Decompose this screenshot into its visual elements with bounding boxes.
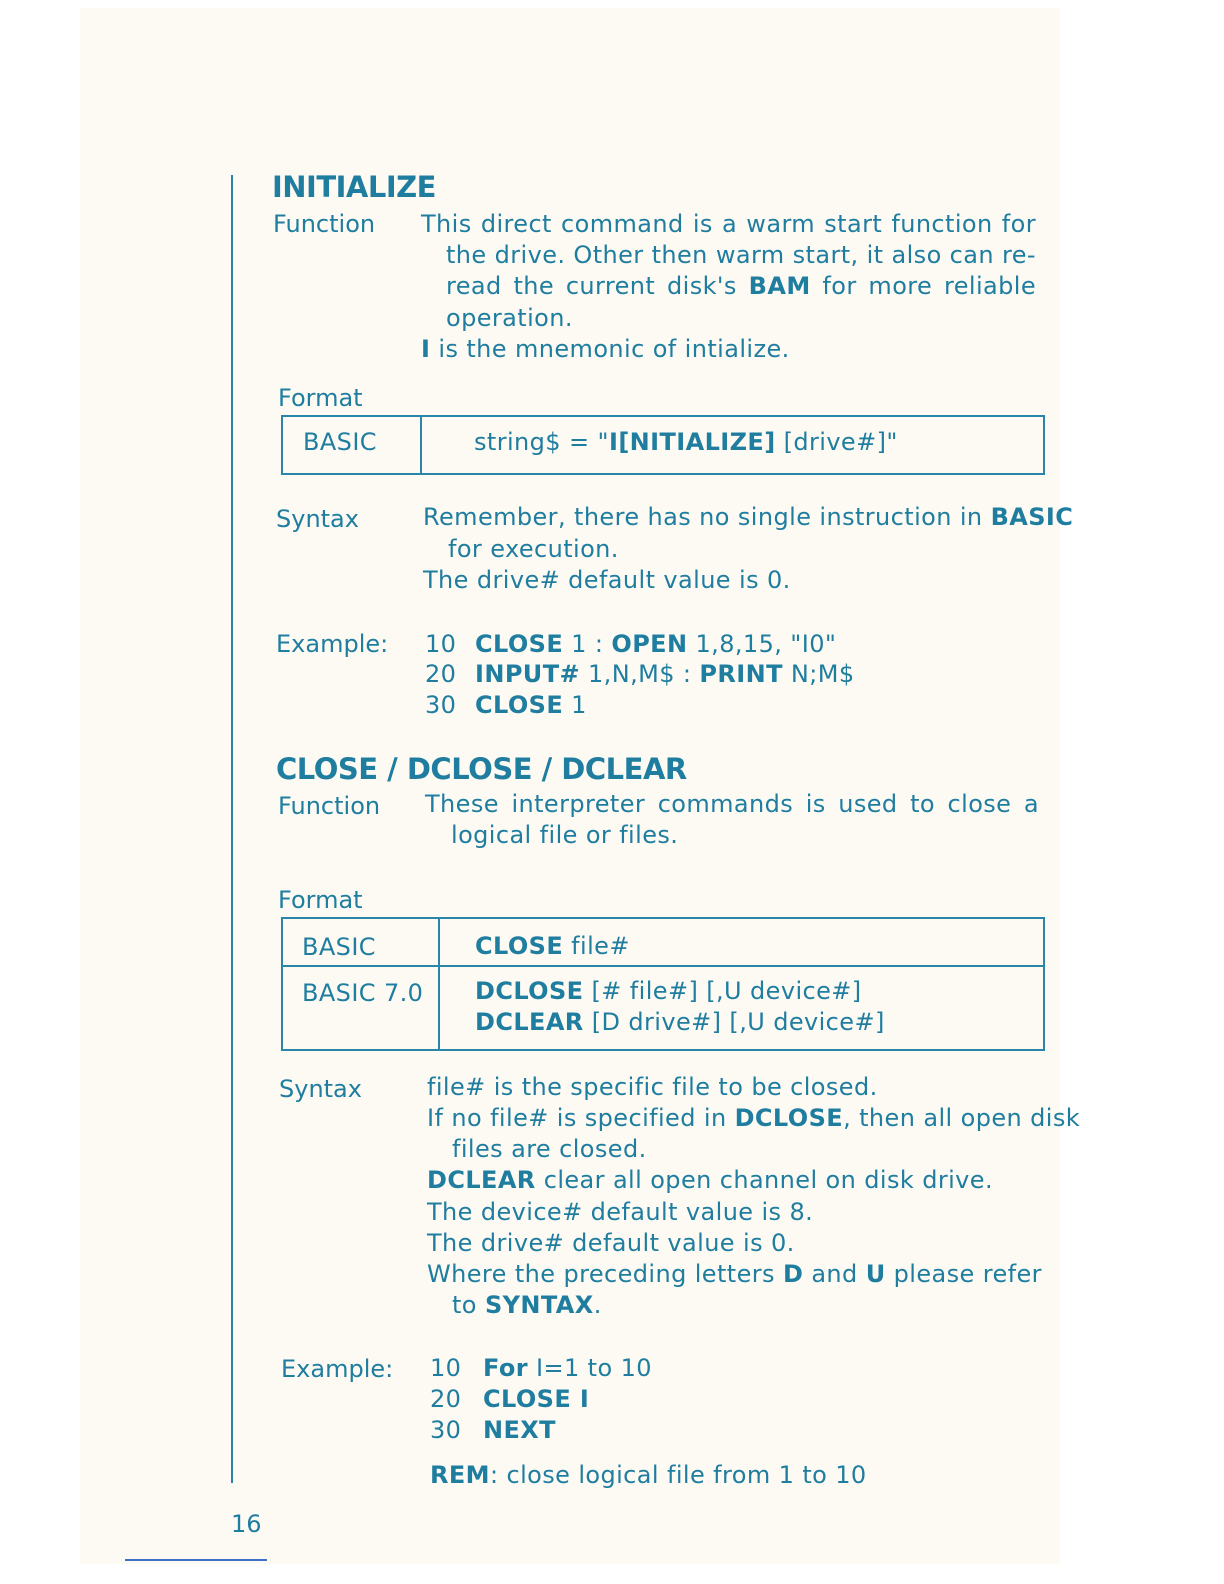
close-syntax-line-7: Where the preceding letters D and U please refer — [427, 1260, 1042, 1288]
initialize-format-syntax: string$ = "I[NITIALIZE] [drive#]" — [474, 428, 898, 456]
page-number: 16 — [231, 1510, 262, 1538]
close-syntax-line-2: If no file# is specified in DCLOSE, then all open disk — [427, 1104, 1081, 1132]
close-syntax-label: Syntax — [279, 1075, 362, 1103]
close-example-line: 20 CLOSE I — [430, 1385, 590, 1413]
initialize-format-mode: BASIC — [303, 428, 377, 456]
close-syntax-line-6: The drive# default value is 0. — [427, 1229, 795, 1257]
close-syntax-line-8: to SYNTAX. — [452, 1291, 602, 1319]
close-rem-line: REM: close logical file from 1 to 10 — [430, 1461, 867, 1489]
initialize-mnemonic-line: I is the mnemonic of intialize. — [421, 335, 790, 363]
close-example-line: 10 For I=1 to 10 — [430, 1354, 652, 1382]
close-function-line-1: These interpreter commands is used to close a — [425, 790, 1039, 818]
close-format-row-syntax: DCLOSE [# file#] [,U device#] — [475, 977, 862, 1005]
initialize-function-line-4: operation. — [446, 304, 573, 332]
initialize-format-divider — [420, 417, 422, 473]
margin-rule — [231, 175, 233, 1483]
initialize-syntax-line-2: for execution. — [448, 535, 619, 563]
bottom-rule — [125, 1559, 267, 1561]
close-format-row-syntax: CLOSE file# — [475, 932, 630, 960]
section-title-close: CLOSE / DCLOSE / DCLEAR — [276, 752, 687, 786]
initialize-format-label: Format — [278, 384, 363, 412]
initialize-function-line-2: the drive. Other then warm start, it also can re- — [446, 241, 1036, 269]
initialize-function-line-3: read the current disk's BAM for more reliable — [446, 272, 1037, 300]
initialize-example-line: 30 CLOSE 1 — [425, 691, 587, 719]
initialize-function-line-1: This direct command is a warm start function for — [421, 210, 1036, 238]
initialize-example-label: Example: — [276, 630, 389, 658]
initialize-syntax-line-3: The drive# default value is 0. — [423, 566, 791, 594]
close-syntax-line-3: files are closed. — [452, 1135, 647, 1163]
close-example-line: 30 NEXT — [430, 1416, 556, 1444]
close-format-row-syntax: DCLEAR [D drive#] [,U device#] — [475, 1008, 885, 1036]
close-format-row-mode: BASIC 7.0 — [302, 979, 424, 1007]
close-format-row-divider — [283, 965, 1043, 967]
initialize-syntax-label: Syntax — [276, 505, 359, 533]
close-format-label: Format — [278, 886, 363, 914]
close-function-label: Function — [278, 792, 381, 820]
close-syntax-line-1: file# is the specific file to be closed. — [427, 1073, 878, 1101]
initialize-example-line: 20 INPUT# 1,N,M$ : PRINT N;M$ — [425, 660, 855, 688]
close-format-divider — [438, 919, 440, 1049]
close-example-label: Example: — [281, 1355, 394, 1383]
close-syntax-line-5: The device# default value is 8. — [427, 1198, 814, 1226]
section-title-initialize: INITIALIZE — [272, 170, 436, 204]
initialize-syntax-line-1: Remember, there has no single instruction in BASIC — [423, 503, 1074, 531]
close-syntax-line-4: DCLEAR clear all open channel on disk drive. — [427, 1166, 993, 1194]
close-format-row-mode: BASIC — [302, 933, 376, 961]
initialize-example-line: 10 CLOSE 1 : OPEN 1,8,15, "I0" — [425, 630, 837, 658]
close-function-line-2: logical file or files. — [451, 821, 679, 849]
initialize-function-label: Function — [273, 210, 376, 238]
